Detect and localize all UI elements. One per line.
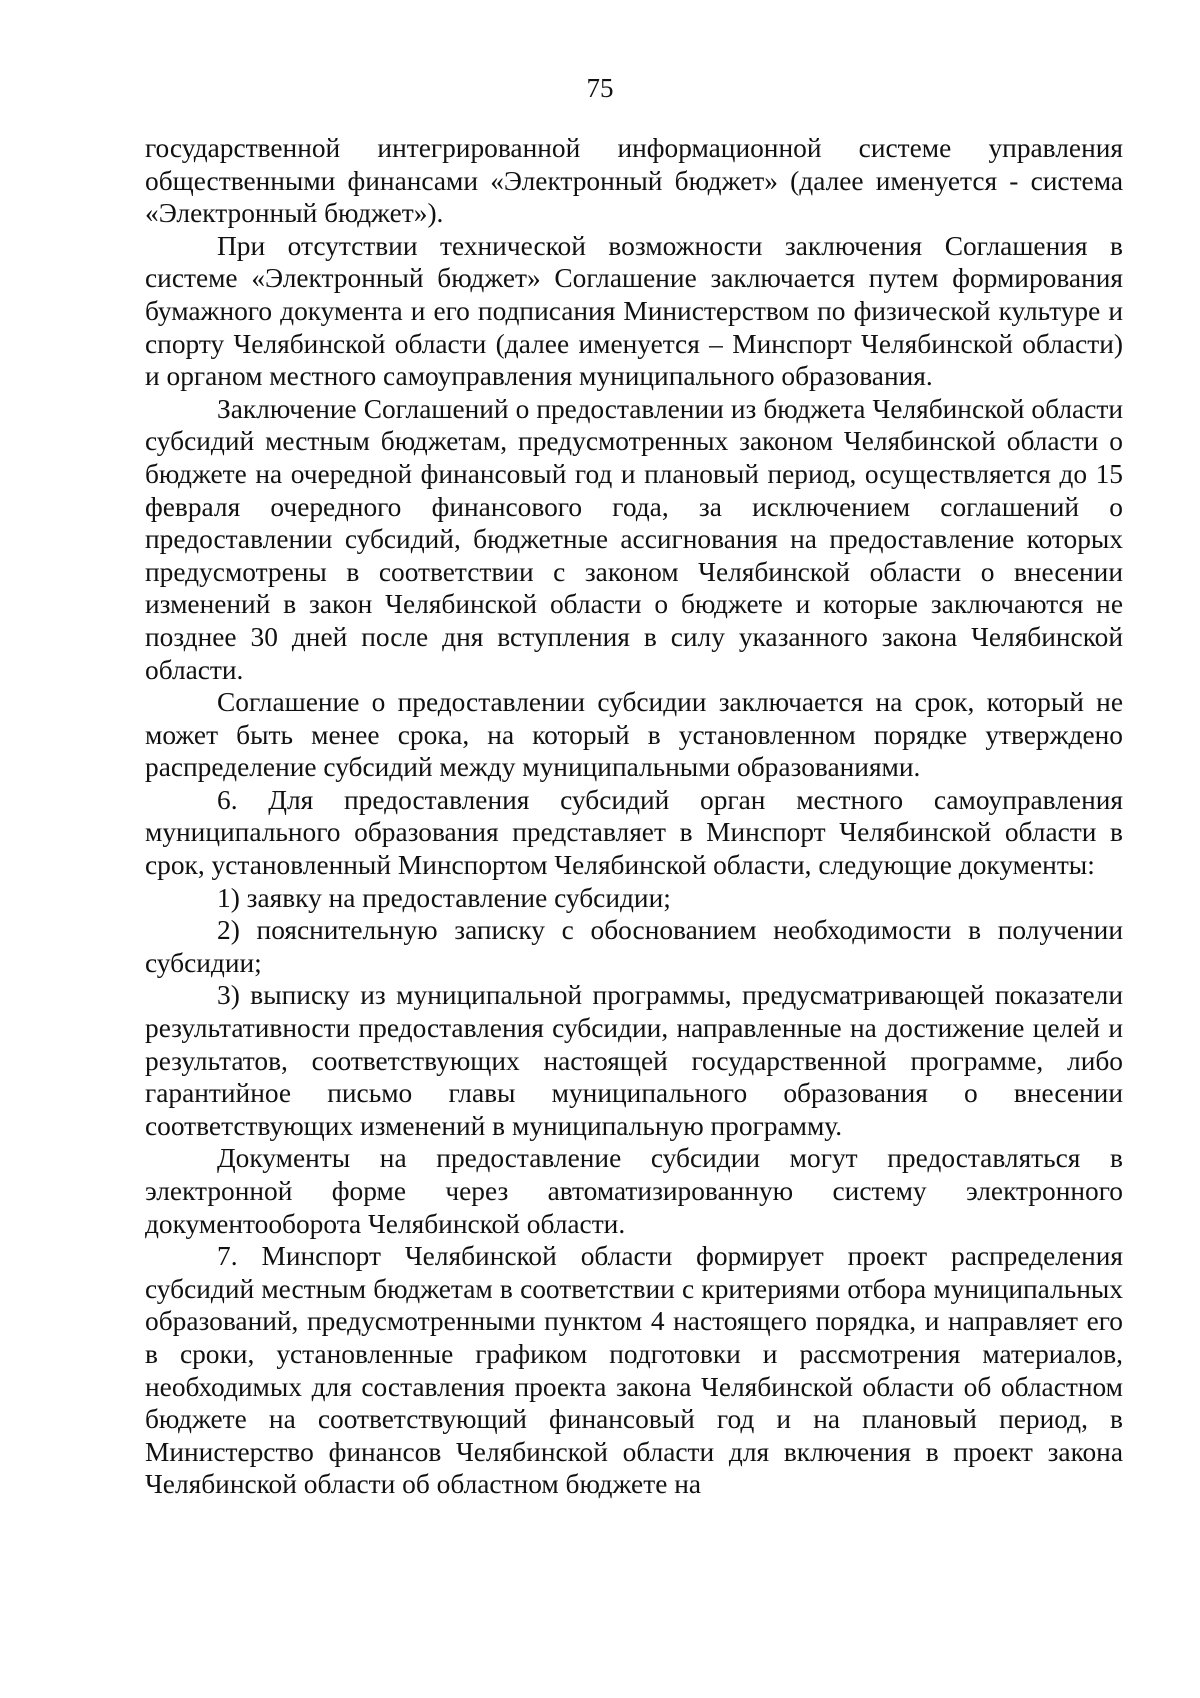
paragraph-10: 7. Минспорт Челябинской области формирует проект распределения субсидий местным бюджетам в соответствии с критериями отбора муниципальных образований, предусмотренными пунктом 4 настоящего порядка, и направляет его в сроки, установленные графиком подготовки и рассмотрения материалов, необходимых для составления проекта закона Челябинской области об областном бюджете на соответствующий финансовый год и на плановый период, в Министерство финансов Челябинской области для включения в проект закона Челябинской области об областном бюджете на	[145, 1241, 1123, 1500]
document-body	[145, 132, 1123, 1501]
paragraph-4: Соглашение о предоставлении субсидии заключается на срок, который не может быть менее срока, на который в установленном порядке утверждено распределение субсидий между муниципальными образованиями.	[145, 687, 1123, 783]
paragraph-8: 3) выписку из муниципальной программы, предусматривающей показатели результативности предоставления субсидии, направленные на достижение целей и результатов, соответствующих настоящей государственной программе, либо гарантийное письмо главы муниципального образования о внесении соответствующих изменений в муниципальную программу.	[145, 980, 1123, 1141]
paragraph-1: государственной интегрированной информационной системе управления общественными финансами «Электронный бюджет» (далее именуется - система «Электронный бюджет»).	[145, 133, 1123, 229]
paragraph-5: 6. Для предоставления субсидий орган местного самоуправления муниципального образования представляет в Минспорт Челябинской области в срок, установленный Минспортом Челябинской области, следующие документы:	[145, 784, 1123, 881]
paragraph-6: 1) заявку на предоставление субсидии;	[217, 882, 671, 913]
paragraph-2: При отсутствии технической возможности заключения Соглашения в системе «Электронный бюджет» Соглашение заключается путем формирования бумажного документа и его подписания Министерством по физической культуре и спорту Челябинской области (далее именуется – Минспорт Челябинской области) и органом местного самоуправления муниципального образования.	[145, 230, 1123, 392]
page-number: 75	[586, 73, 614, 103]
paragraph-9: Документы на предоставление субсидии могут предоставляться в электронной форме через автоматизированную систему электронного документооборота Челябинской области.	[145, 1143, 1123, 1239]
paragraph-3: Заключение Соглашений о предоставлении из бюджета Челябинской области субсидий местным бюджетам, предусмотренных законом Челябинской области о бюджете на очередной финансовый год и плановый период, осуществляется до 15 февраля очередного финансового года, за исключением соглашений о предоставлении субсидий, бюджетные ассигнования на предоставление которых предусмотрены в соответствии с законом Челябинской области о внесении изменений в закон Челябинской области о бюджете и которые заключаются не позднее 30 дней после дня вступления в силу указанного закона Челябинской области.	[145, 393, 1123, 685]
paragraph-7: 2) пояснительную записку с обоснованием необходимости в получении субсидии;	[145, 915, 1123, 978]
